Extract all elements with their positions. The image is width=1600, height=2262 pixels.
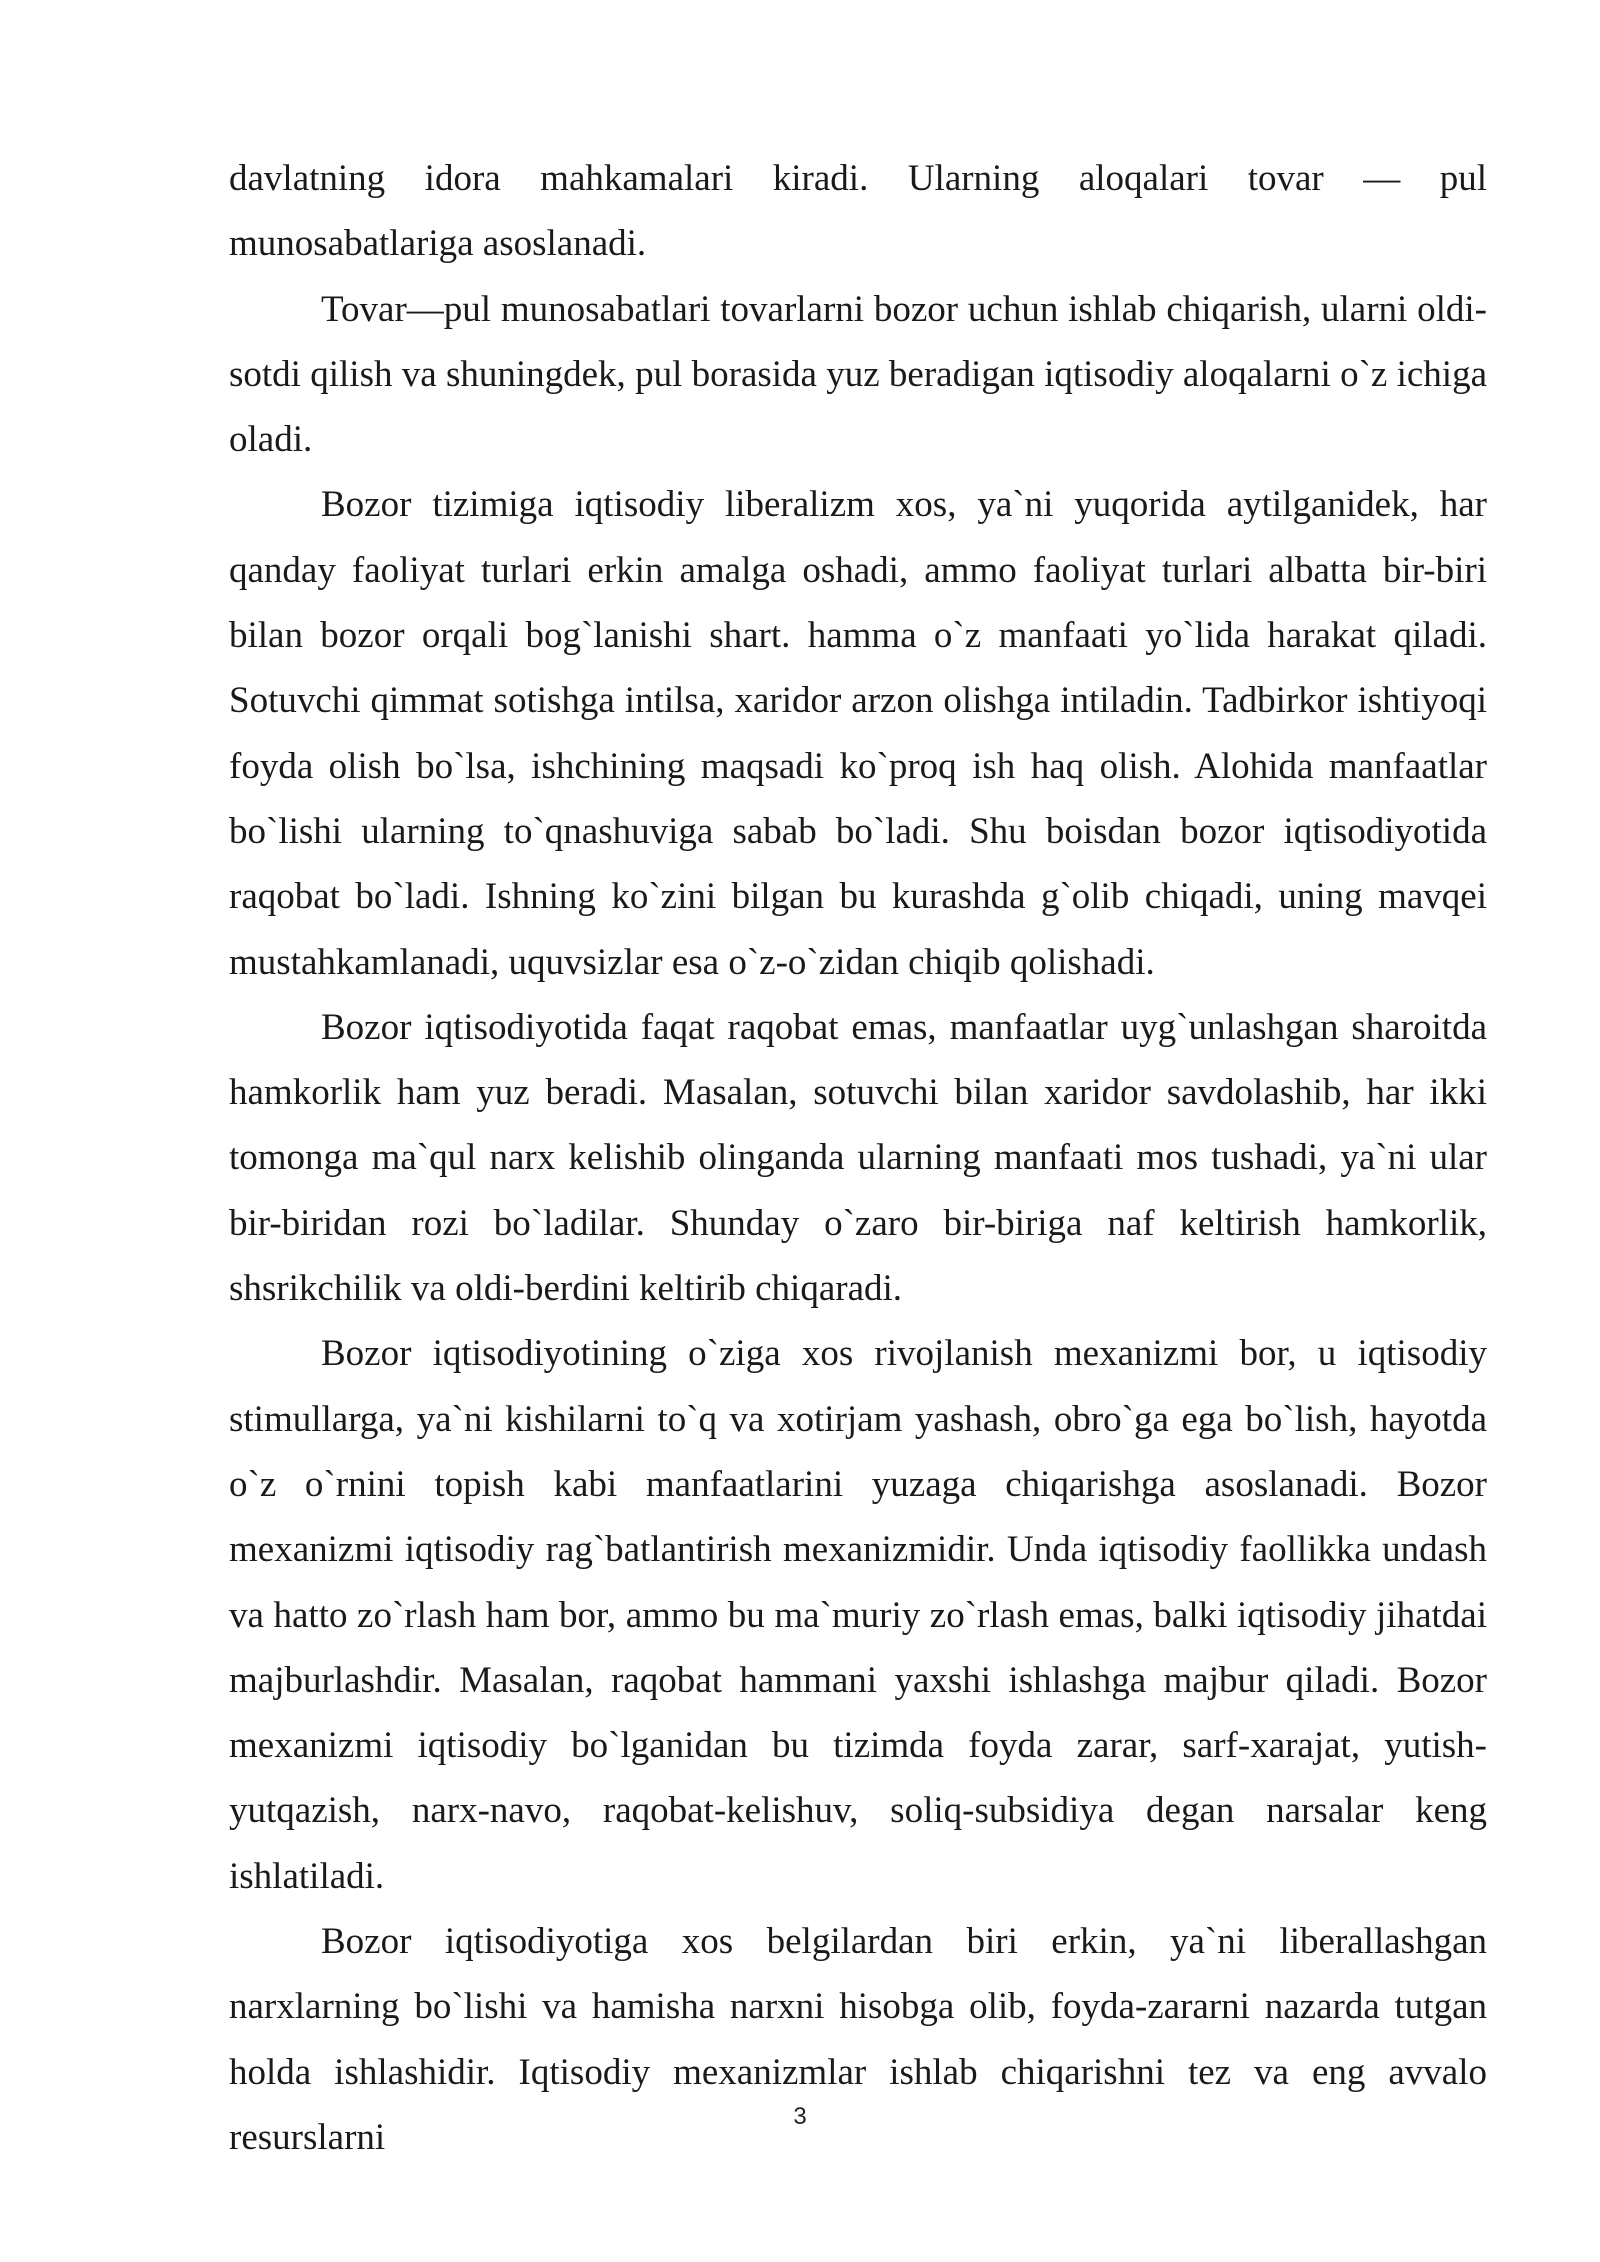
paragraph-tovar-pul: Tovar—pul munosabatlari tovarlarni bozor uchun ishlab chiqarish, ularni oldi-sotdi qilish va shuningdek, pul borasida yuz beradigan iqtisodiy aloqalarni o`z ichiga oladi. xyxy=(229,288,1487,461)
paragraph-hamkorlik: Bozor iqtisodiyotida faqat raqobat emas, manfaatlar uyg`unlashgan sharoitda hamkorlik ham yuz beradi. Masalan, sotuvchi bilan xaridor savdolashib, har ikki tomonga ma`qul narx kelishib olinganda ularning manfaati mos tushadi, ya`ni ular bir-biridan rozi bo`ladilar. Shunday o`zaro bir-biriga naf keltirish hamkorlik, shsrikchilik va oldi-berdini keltirib chiqaradi. xyxy=(229,1006,1487,1310)
page-number: 3 xyxy=(793,2103,807,2130)
paragraph-mexanizm: Bozor iqtisodiyotining o`ziga xos rivojlanish mexanizmi bor, u iqtisodiy stimullarga, ya`ni kishilarni to`q va xotirjam yashash, obro`ga ega bo`lish, hayotda o`z o`rnini topish kabi manfaatlarini yuzaga chiqarishga asoslanadi. Bozor mexanizmi iqtisodiy rag`batlantirish mexanizmidir. Unda iqtisodiy faollikka undash va hatto zo`rlash ham bor, ammo bu ma`muriy zo`rlash emas, balki iqtisodiy jihatdai majburlashdir. Masalan, raqobat hammani yaxshi ishlashga majbur qiladi. Bozor mexanizmi iqtisodiy bo`lganidan bu tizimda foyda zarar, sarf-xarajat, yutish-yutqazish, narx-navo, raqobat-kelishuv, soliq-subsidiya degan narsalar keng ishlatiladi. xyxy=(229,1333,1487,1897)
paragraph-narxlar: Bozor iqtisodiyotiga xos belgilardan biri erkin, ya`ni liberallashgan narxlarning bo`lishi va hamisha narxni hisobga olib, foyda-zararni nazarda tutgan holda ishlashidir. Iqtisodiy mexanizmlar ishlab chiqarishni tez va eng avvalo resurslarni xyxy=(229,1921,1487,2158)
paragraph-liberalizm: Bozor tizimiga iqtisodiy liberalizm xos, ya`ni yuqorida aytilganidek, har qanday faoliyat turlari erkin amalga oshadi, ammo faoliyat turlari albatta bir-biri bilan bozor orqali bog`lanishi shart. hamma o`z manfaati yo`lida harakat qiladi. Sotuvchi qimmat sotishga intilsa, xaridor arzon olishga intiladin. Tadbirkor ishtiyoqi foyda olish bo`lsa, ishchining maqsadi ko`proq ish haq olish. Alohida manfaatlar bo`lishi ularning to`qnashuviga sabab bo`ladi. Shu boisdan bozor iqtisodiyotida raqobat bo`ladi. Ishning ko`zini bilgan bu kurashda g`olib chiqadi, uning mavqei mustahkamlanadi, uquvsizlar esa o`z-o`zidan chiqib qolishadi. xyxy=(229,484,1487,983)
paragraph-continuation: davlatning idora mahkamalari kiradi. Ularning aloqalari tovar — pul munosabatlariga asoslanadi. xyxy=(229,158,1487,265)
body-text xyxy=(229,146,1487,2170)
